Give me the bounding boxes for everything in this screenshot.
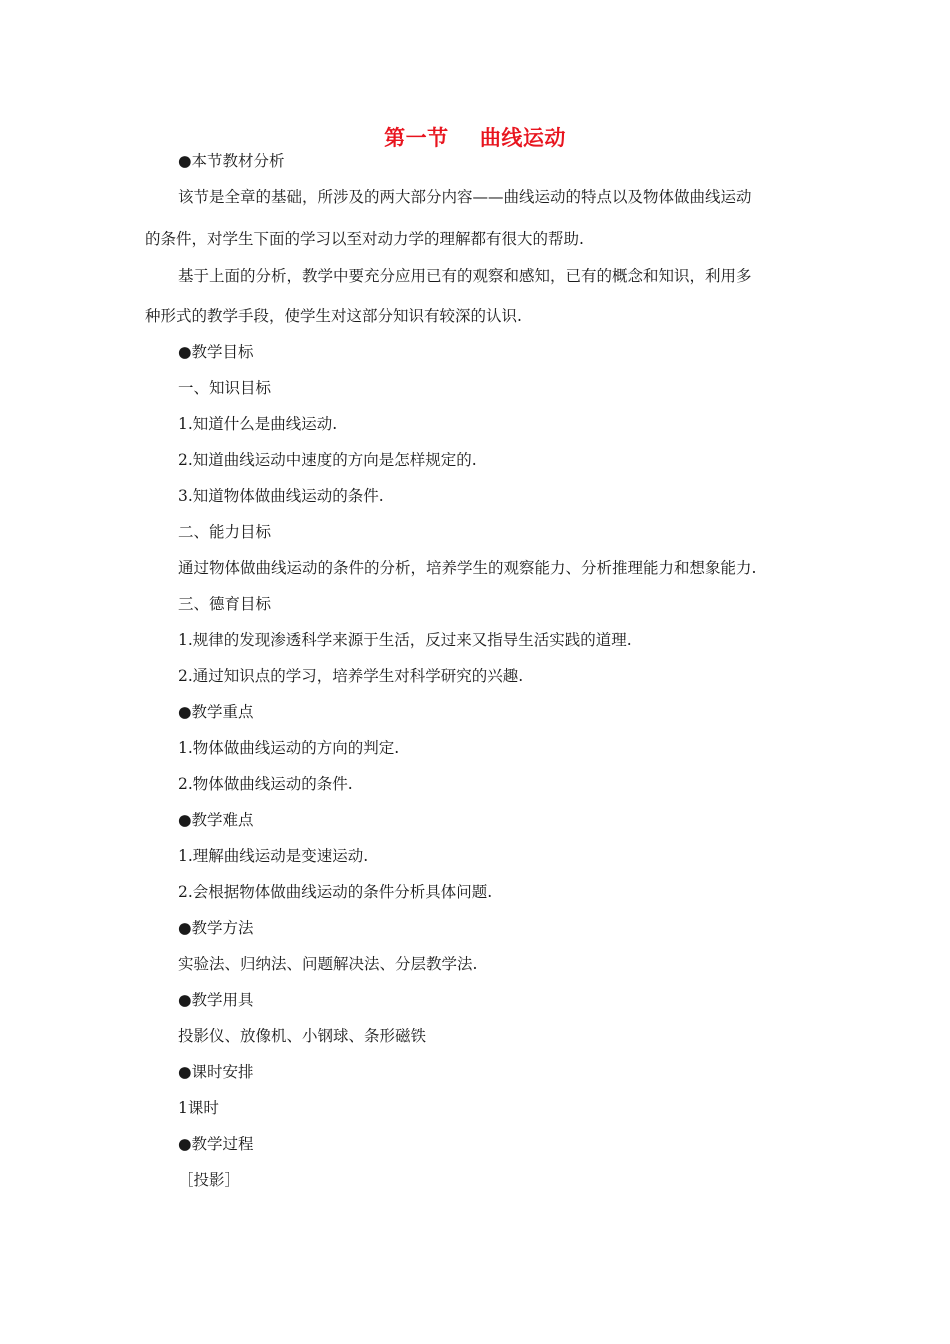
heading-teaching-process: ●教学过程 [178, 1135, 254, 1153]
paragraph-line: 1课时 [178, 1099, 219, 1117]
list-item: 2.通过知识点的学习，培养学生对科学研究的兴趣. [178, 667, 524, 685]
heading-difficult-points: ●教学难点 [178, 811, 254, 829]
paragraph-line: 的条件，对学生下面的学习以至对动力学的理解都有很大的帮助. [145, 230, 584, 248]
section-title: 第一节 曲线运动 [384, 126, 566, 150]
subheading-moral-goals: 三、德育目标 [178, 595, 272, 613]
list-item: 2.会根据物体做曲线运动的条件分析具体问题. [178, 883, 493, 901]
list-item: 2.知道曲线运动中速度的方向是怎样规定的. [178, 451, 477, 469]
paragraph-line: ［投影］ [178, 1171, 241, 1189]
heading-schedule: ●课时安排 [178, 1063, 254, 1081]
heading-key-points: ●教学重点 [178, 703, 254, 721]
list-item: 1.知道什么是曲线运动. [178, 415, 338, 433]
list-item: 2.物体做曲线运动的条件. [178, 775, 353, 793]
paragraph-line: 基于上面的分析，教学中要充分应用已有的观察和感知，已有的概念和知识，利用多 [178, 267, 752, 285]
subheading-ability-goals: 二、能力目标 [178, 523, 272, 541]
subheading-knowledge-goals: 一、知识目标 [178, 379, 272, 397]
heading-teaching-methods: ●教学方法 [178, 919, 254, 937]
list-item: 1.规律的发现渗透科学来源于生活，反过来又指导生活实践的道理. [178, 631, 632, 649]
heading-textbook-analysis: ●本节教材分析 [178, 152, 285, 170]
paragraph-line: 投影仪、放像机、小钢球、条形磁铁 [178, 1027, 427, 1045]
list-item: 1.理解曲线运动是变速运动. [178, 847, 369, 865]
paragraph-line: 该节是全章的基础，所涉及的两大部分内容——曲线运动的特点以及物体做曲线运动 [178, 188, 752, 206]
paragraph-line: 通过物体做曲线运动的条件的分析，培养学生的观察能力、分析推理能力和想象能力. [178, 559, 757, 577]
paragraph-line: 种形式的教学手段，使学生对这部分知识有较深的认识. [145, 307, 522, 325]
heading-teaching-goals: ●教学目标 [178, 343, 254, 361]
paragraph-line: 实验法、归纳法、问题解决法、分层教学法. [178, 955, 478, 973]
heading-teaching-tools: ●教学用具 [178, 991, 254, 1009]
list-item: 1.物体做曲线运动的方向的判定. [178, 739, 400, 757]
list-item: 3.知道物体做曲线运动的条件. [178, 487, 384, 505]
